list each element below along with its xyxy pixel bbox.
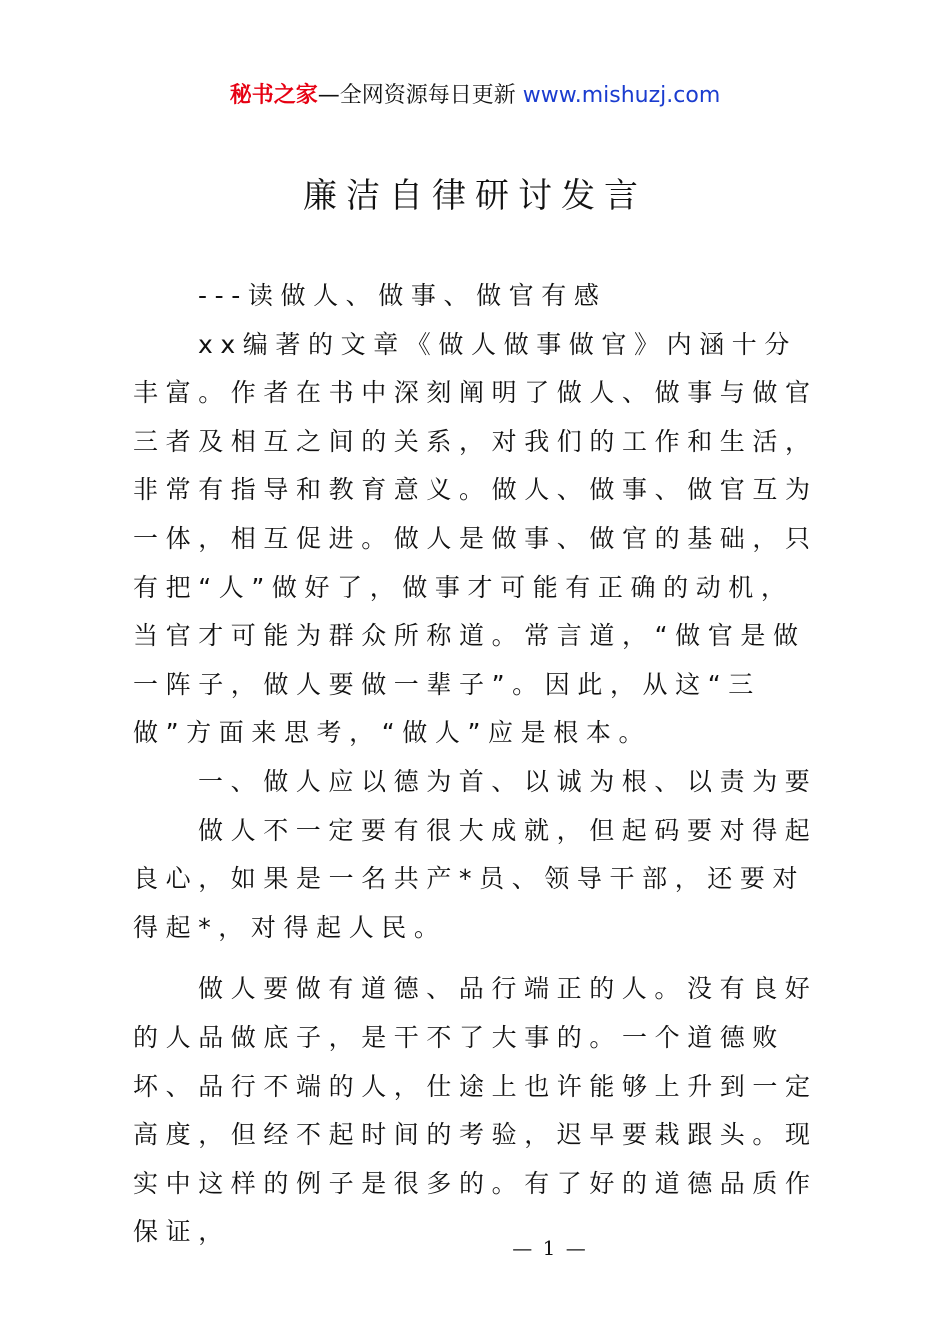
document-body	[133, 272, 823, 1257]
paragraph-morality: 做人要做有道德、品行端正的人。没有良好的人品做底子，是干不了大事的。一个道德败坏、品行不端的人，仕途上也许能够上升到一定高度，但经不起时间的考验，迟早要栽跟头。现实中这样的例子是很多的。有了好的道德品质作保证，	[133, 974, 818, 1247]
paragraph-conscience: 做人不一定要有很大成就，但起码要对得起良心，如果是一名共产*员、领导干部，还要对得起*，对得起人民。	[133, 815, 818, 942]
section-heading-1: 一、做人应以德为首、以诚为根、以责为要	[198, 766, 818, 796]
header-slogan: —全网资源每日更新	[317, 83, 523, 108]
paragraph-intro: xx编著的文章《做人做事做官》内涵十分丰富。作者在书中深刻阐明了做人、做事与做官三者及相互之间的关系，对我们的工作和生活，非常有指导和教育意义。做人、做事、做官互为一体，相互促进。做人是做事、做官的基础，只有把“人”做好了，做事才可能有正确的动机，当官才可能为群众所称道。常言道，“做官是做一阵子，做人要做一辈子”。因此，从这“三做”方面来思考，“做人”应是根本。	[133, 329, 818, 748]
brand-name: 秘书之家	[229, 83, 318, 108]
site-url-link[interactable]: www.mishuzj.com	[522, 83, 721, 108]
page-number: — 1 —	[512, 1236, 588, 1260]
document-subtitle: ---读做人、做事、做官有感	[198, 281, 607, 310]
document-title: 廉洁自律研讨发言	[303, 176, 647, 216]
site-header	[0, 80, 950, 112]
